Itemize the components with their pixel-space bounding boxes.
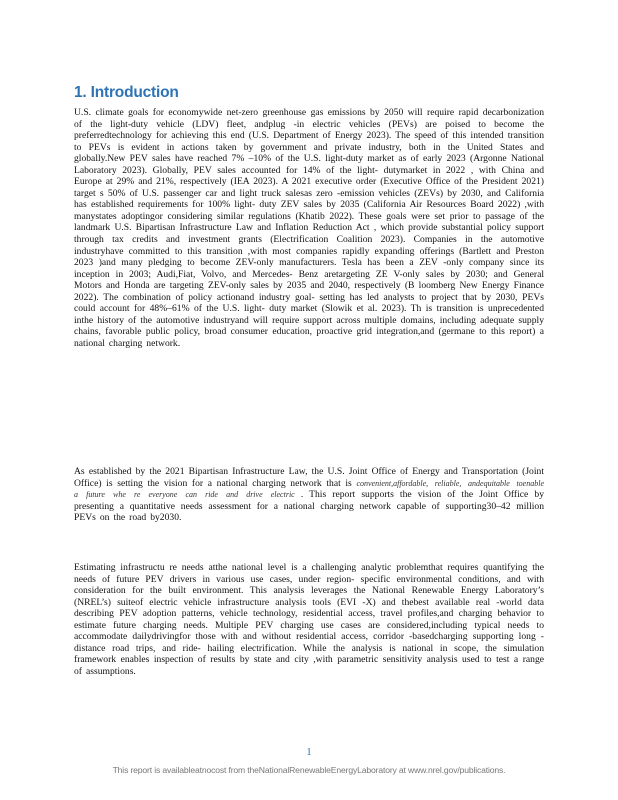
paragraph-3: Estimating infrastructu re needs atthe national level is a challenging analytic problemthat requires quantifying the needs of future PEV drivers in various use cases, under region- specific environmental conditions, and with consideration for the built environment. This analysis leverages the National Renewable Energy Laboratory’s (NREL’s) suiteof electric vehicle infrastructure analysis tools (EVI -X) and thebest available real -world data describing PEV adoption patterns, vehicle technology, residential access, travel profiles,and charging behavior to estimate future charging needs. Multiple PEV charging use cases are considered,including typical needs to accommodate dailydrivingfor those with and without residential access, corridor -basedcharging supporting long -distance road trips, and ride- hailing electrification. While the analysis is national in scope, the simulation framework enables inspection of results by state and city ,with parametric sensitivity analysis used to test a range of assumptions. (74, 562, 544, 677)
paragraph-2-quote: convenient,affordable, reliable, andequitable toenable a future whe re everyone can ride and drive electric (74, 478, 544, 500)
page-number: 1 (306, 746, 312, 758)
page-footer: This report is availableatnocost from theNationalRenewableEnergyLaboratory at www.nrel.gov/publications. (112, 765, 506, 775)
paragraph-2-lead: As established by the 2021 Bipartisan Infrastructure Law, the U.S. Joint Office of Energy and Transportation (Joint Office) is setting the vision for a national charging network that is (74, 466, 544, 489)
paragraph-2-tail: . This report supports the vision of the Joint Office by presenting a quantitative needs assessment for a national charging network capable of supporting30–42 million PEVs on the road by2030. (74, 489, 545, 524)
paragraph-2 (74, 466, 544, 524)
paragraph-1: U.S. climate goals for economywide net-zero greenhouse gas emissions by 2050 will require rapid decarbonization of the light-duty vehicle (LDV) fleet, andplug -in electric vehicles (PEVs) are poised to become the preferredtechnology for achieving this end (U.S. Department of Energy 2023). The speed of this intended transition to PEVs is evident in actions taken by government and private industry, both in the United States and globally.New PEV sales have reached 7% –10% of the U.S. light-duty market as of early 2023 (Argonne National Laboratory 2023). Globally, PEV sales accounted for 14% of the light- dutymarket in 2022 , with China and Europe at 29% and 21%, respectively (IEA 2023). A 2021 executive order (Executive Office of the President 2021) target s 50% of U.S. passenger car and light truck salesas zero -emission vehicles (ZEVs) by 2030, and California has established requirements for 100% light- duty ZEV sales by 2035 (California Air Resources Board 2022) ,with manystates adoptingor considering similar regulations (Khatib 2022). These goals were set prior to passage of the landmark U.S. Bipartisan Infrastructure Law and Inflation Reduction Act , which provide substantial policy support through tax credits and investment grants (Electrification Coalition 2023). Companies in the automotive industryhave committed to this transition ,with most companies rapidly expanding offerings (Bartlett and Preston 2023 )and many pledging to become ZEV-only manufacturers. Tesla has been a ZEV -only company since its inception in 2003; Audi,Fiat, Volvo, and Mercedes- Benz aretargeting ZE V-only sales by 2030; and General Motors and Honda are targeting ZEV-only sales by 2035 and 2040, respectively (B loomberg New Energy Finance 2022). The combination of policy actionand industry goal- setting has led analysts to project that by 2030, PEVs could account for 48%–61% of the U.S. light- duty market (Slowik et al. 2023). Th is transition is unprecedented inthe history of the automotive industryand will require support across multiple domains, including adequate supply chains, favorable public policy, broad consumer education, proactive grid integration,and (germane to this report) a national charging network. (74, 107, 544, 349)
section-heading: 1. Introduction (74, 84, 179, 101)
